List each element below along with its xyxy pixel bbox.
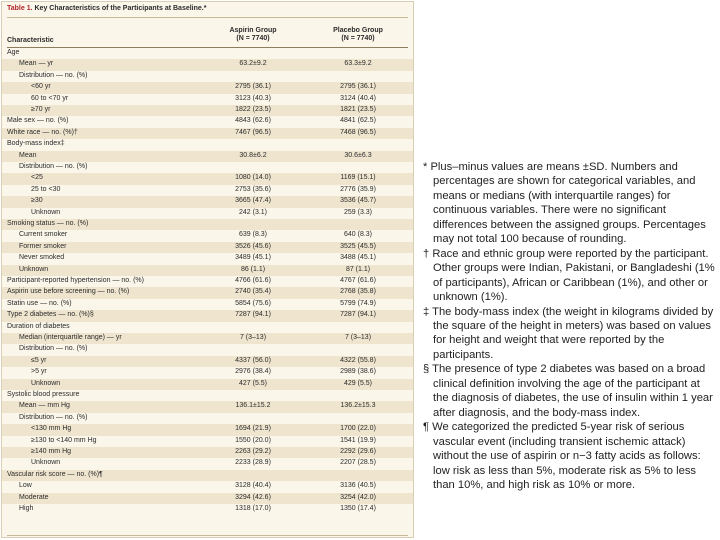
row-label: Unknown xyxy=(31,208,61,216)
row-label: Former smoker xyxy=(19,242,67,250)
aspirin-value: 3294 (42.6) xyxy=(235,493,271,501)
table-row xyxy=(2,253,413,264)
title-divider xyxy=(7,17,408,18)
row-label: ≥130 to <140 mm Hg xyxy=(31,436,97,444)
table-row xyxy=(2,310,413,321)
placebo-value: 3488 (45.1) xyxy=(340,254,376,262)
aspirin-value: 4766 (61.6) xyxy=(235,277,271,284)
aspirin-value: 3665 (47.4) xyxy=(235,197,271,205)
row-label: Age xyxy=(7,49,20,56)
table-row xyxy=(2,242,413,253)
placebo-value: 63.3±9.2 xyxy=(344,60,372,68)
placebo-value: 3525 (45.5) xyxy=(340,242,376,250)
row-label: Unknown xyxy=(31,459,61,467)
row-label: ≤5 yr xyxy=(31,356,47,364)
aspirin-value: 1080 (14.0) xyxy=(235,174,271,182)
row-label: Mean — mm Hg xyxy=(19,402,70,410)
table-row xyxy=(2,230,413,241)
table-row xyxy=(2,458,413,469)
row-label: Low xyxy=(19,482,32,490)
aspirin-value: 427 (5.5) xyxy=(238,379,268,387)
row-label: Never smoked xyxy=(19,254,65,262)
row-label: 60 to <70 yr xyxy=(31,94,69,102)
table-row xyxy=(2,367,413,378)
aspirin-value: 1822 (23.5) xyxy=(235,106,271,113)
aspirin-value: 4337 (56.0) xyxy=(235,356,271,364)
aspirin-value: 7467 (96.5) xyxy=(235,128,271,136)
table-row xyxy=(2,82,413,93)
table-number: Table 1. xyxy=(7,5,33,12)
table-row xyxy=(2,470,413,481)
row-label: Aspirin use before screening — no. (%) xyxy=(7,288,130,296)
table-row xyxy=(2,344,413,355)
row-label: Unknown xyxy=(31,379,61,387)
table-row xyxy=(2,356,413,367)
placebo-value: 87 (1.1) xyxy=(345,265,371,273)
table-row xyxy=(2,105,413,116)
aspirin-value: 2740 (35.4) xyxy=(235,288,271,296)
header-placebo-n: (N = 7740) xyxy=(341,35,375,42)
row-label: Participant-reported hypertension — no. (%) xyxy=(7,277,144,284)
aspirin-value: 4843 (62.6) xyxy=(235,117,271,125)
placebo-value: 1541 (19.9) xyxy=(340,436,376,444)
row-label: ≥30 xyxy=(31,197,43,205)
placebo-value: 3136 (40.5) xyxy=(340,482,376,490)
aspirin-value: 2795 (36.1) xyxy=(235,83,271,91)
placebo-value: 2776 (35.9) xyxy=(340,185,376,193)
table-row xyxy=(2,390,413,401)
table-row xyxy=(2,196,413,207)
row-label: Type 2 diabetes — no. (%)§ xyxy=(7,311,94,319)
placebo-value: 2989 (38.6) xyxy=(340,368,376,376)
aspirin-value: 7287 (94.1) xyxy=(235,311,271,319)
table-title-text: Key Characteristics of the Participants at Baseline.* xyxy=(34,5,207,12)
row-label: Statin use — no. (%) xyxy=(7,299,72,307)
aspirin-value: 242 (3.1) xyxy=(238,208,268,216)
placebo-value: 1350 (17.4) xyxy=(340,505,376,512)
row-label: Duration of diabetes xyxy=(7,322,70,330)
table-row xyxy=(2,48,413,59)
table-row xyxy=(2,116,413,127)
table-row xyxy=(2,424,413,435)
row-label: ≥70 yr xyxy=(31,106,51,113)
header-aspirin-label: Aspirin Group xyxy=(229,27,277,34)
baseline-table-panel xyxy=(1,1,414,538)
aspirin-value: 2263 (29.2) xyxy=(235,448,271,455)
placebo-value: 3536 (45.7) xyxy=(340,197,376,205)
header-placebo-label: Placebo Group xyxy=(333,27,383,34)
table-row xyxy=(2,436,413,447)
table-row xyxy=(2,493,413,504)
placebo-value: 4841 (62.5) xyxy=(340,117,376,125)
table-row xyxy=(2,59,413,70)
row-label: Mean — yr xyxy=(19,60,54,68)
table-row xyxy=(2,401,413,412)
placebo-value: 7 (3–13) xyxy=(344,334,372,341)
table-row xyxy=(2,162,413,173)
row-label: Smoking status — no. (%) xyxy=(7,220,89,227)
row-label: Median (interquartile range) — yr xyxy=(19,334,122,341)
table-row xyxy=(2,94,413,105)
row-label: Unknown xyxy=(19,265,49,273)
table-row xyxy=(2,173,413,184)
footnote-bmi: ‡ The body-mass index (the weight in kilograms divided by the square of the height in meters) was based on values for height and weight that were reported by the participants. xyxy=(423,305,714,361)
table-row xyxy=(2,139,413,150)
placebo-value: 1821 (23.5) xyxy=(340,106,376,113)
table-row xyxy=(2,333,413,344)
aspirin-value: 1694 (21.9) xyxy=(235,425,271,433)
placebo-value: 1700 (22.0) xyxy=(340,425,376,433)
footnote-general: * Plus–minus values are means ±SD. Numbers and percentages are shown for categorical variables, and means or medians (with interquartile ranges) for continuous variables. There were no significant differences between the assigned groups. Percentages may not total 100 because of rounding. xyxy=(423,161,706,246)
table-bottom-divider xyxy=(7,535,408,536)
row-label: Distribution — no. (%) xyxy=(19,163,88,170)
row-label: 25 to <30 xyxy=(31,185,61,193)
aspirin-value: 2976 (38.4) xyxy=(235,368,271,376)
row-label: Moderate xyxy=(19,493,49,501)
aspirin-value: 5854 (75.6) xyxy=(235,299,271,307)
table-row xyxy=(2,504,413,515)
row-label: Male sex — no. (%) xyxy=(7,117,69,125)
row-label: Vascular risk score — no. (%)¶ xyxy=(7,470,103,478)
placebo-value: 7468 (96.5) xyxy=(340,128,376,136)
table-row xyxy=(2,265,413,276)
footnotes xyxy=(423,160,717,492)
table-row xyxy=(2,413,413,424)
placebo-value: 3254 (42.0) xyxy=(340,493,376,501)
table-row xyxy=(2,276,413,287)
footnote-diabetes: § The presence of type 2 diabetes was based on a broad clinical definition involving the age of the participant at the diagnosis of diabetes, the use of insulin within 1 year after diagnosis, and the body-mass index. xyxy=(423,363,713,419)
header-aspirin-n: (N = 7740) xyxy=(236,35,270,42)
aspirin-value: 136.1±15.2 xyxy=(235,402,271,410)
aspirin-value: 3123 (40.3) xyxy=(235,94,271,102)
table-row xyxy=(2,151,413,162)
placebo-value: 5799 (74.9) xyxy=(340,299,376,307)
footnote-vascular-risk: ¶ We categorized the predicted 5-year risk of serious vascular event (including transient ischemic attack) without the use of aspirin or n−3 fatty acids as follows: low risk as less than 5%, moderate risk as 5% to less than 10%, and high risk as 10% or more. xyxy=(423,421,701,491)
aspirin-value: 2753 (35.6) xyxy=(235,185,271,193)
placebo-value: 2207 (28.5) xyxy=(340,459,376,467)
row-label: Mean xyxy=(19,151,37,159)
placebo-value: 640 (8.3) xyxy=(343,231,373,239)
table-row xyxy=(2,322,413,333)
row-label: Distribution — no. (%) xyxy=(19,345,88,353)
aspirin-value: 3526 (45.6) xyxy=(235,242,271,250)
aspirin-value: 86 (1.1) xyxy=(240,265,266,273)
row-label: <25 xyxy=(31,174,43,182)
row-label: >5 yr xyxy=(31,368,47,376)
row-label: Body-mass index‡ xyxy=(7,140,65,148)
aspirin-value: 30.8±6.2 xyxy=(239,151,267,159)
aspirin-value: 2233 (28.9) xyxy=(235,459,271,467)
table-row xyxy=(2,299,413,310)
header-placebo xyxy=(318,27,398,43)
placebo-value: 2768 (35.8) xyxy=(340,288,376,296)
placebo-value: 2292 (29.6) xyxy=(340,448,376,455)
row-label: High xyxy=(19,505,34,512)
row-label: White race — no. (%)† xyxy=(7,128,78,136)
table-row xyxy=(2,219,413,230)
placebo-value: 1169 (15.1) xyxy=(340,174,376,182)
aspirin-value: 639 (8.3) xyxy=(238,231,268,239)
aspirin-value: 7 (3–13) xyxy=(239,334,267,341)
placebo-value: 4322 (55.8) xyxy=(340,356,376,364)
aspirin-value: 63.2±9.2 xyxy=(239,60,267,68)
placebo-value: 259 (3.3) xyxy=(343,208,373,216)
table-row xyxy=(2,287,413,298)
header-characteristic: Characteristic xyxy=(7,37,54,44)
row-label: Systolic blood pressure xyxy=(7,391,80,398)
header-aspirin xyxy=(213,27,293,43)
aspirin-value: 3489 (45.1) xyxy=(235,254,271,262)
table-row xyxy=(2,481,413,492)
table-row xyxy=(2,447,413,458)
table-title xyxy=(7,5,206,12)
row-label: Current smoker xyxy=(19,231,68,239)
footnote-race: † Race and ethnic group were reported by the participant. Other groups were Indian, Pakistani, or Bangladeshi (1% of participants), African or Caribbean (1%), and other or unknown (1%). xyxy=(423,247,715,304)
placebo-value: 136.2±15.3 xyxy=(340,402,376,410)
row-label: Distribution — no. (%) xyxy=(19,413,88,421)
placebo-value: 4767 (61.6) xyxy=(340,277,376,284)
placebo-value: 2795 (36.1) xyxy=(340,83,376,91)
table-row xyxy=(2,379,413,390)
table-row xyxy=(2,71,413,82)
placebo-value: 3124 (40.4) xyxy=(340,94,376,102)
placebo-value: 429 (5.5) xyxy=(343,379,373,387)
row-label: <60 yr xyxy=(31,83,51,91)
table-row xyxy=(2,128,413,139)
row-label: Distribution — no. (%) xyxy=(19,71,88,79)
placebo-value: 30.6±6.3 xyxy=(344,151,372,159)
row-label: ≥140 mm Hg xyxy=(31,448,72,455)
table-row xyxy=(2,185,413,196)
placebo-value: 7287 (94.1) xyxy=(340,311,376,319)
table-row xyxy=(2,208,413,219)
row-label: <130 mm Hg xyxy=(31,425,72,433)
aspirin-value: 1318 (17.0) xyxy=(235,505,271,512)
aspirin-value: 1550 (20.0) xyxy=(235,436,271,444)
aspirin-value: 3128 (40.4) xyxy=(235,482,271,490)
